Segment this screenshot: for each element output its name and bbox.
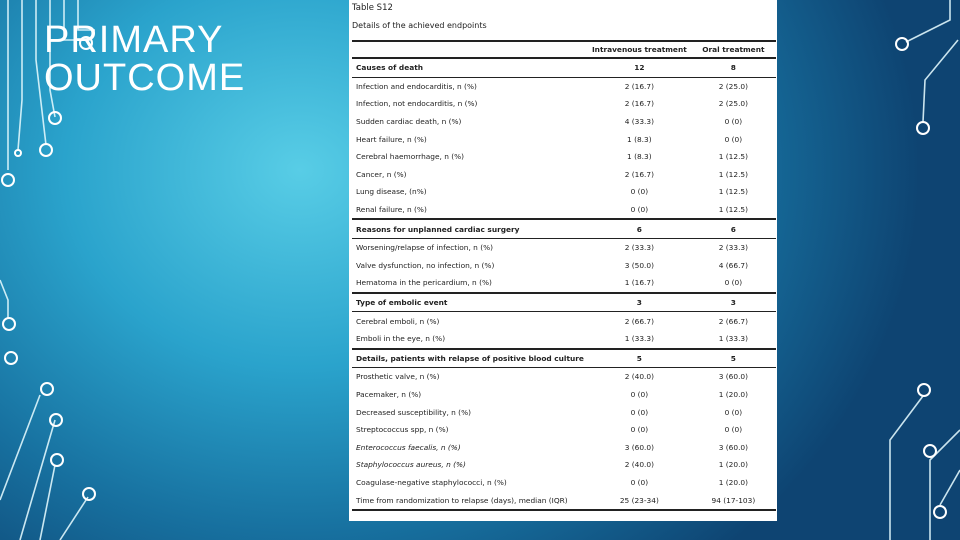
row-oral-value: 4 (66.7) <box>718 260 749 270</box>
row-oral-value: 1 (12.5) <box>718 205 749 215</box>
header-empty <box>352 41 588 58</box>
row-intravenous-value: 25 (23-34) <box>588 491 691 510</box>
row-oral-value: 2 (33.3) <box>718 243 749 253</box>
row-oral-value: 94 (17-103) <box>691 491 776 510</box>
table-section-row <box>352 219 776 238</box>
row-intravenous-value: 6 <box>588 219 691 238</box>
row-oral-value: 1 (12.5) <box>718 169 749 179</box>
row-oral-value: 8 <box>691 58 776 77</box>
table-section-row <box>352 293 776 312</box>
row-intravenous-value: 0 (0) <box>630 407 649 417</box>
table-row <box>352 113 776 131</box>
row-label: Infection and endocarditis, n (%) <box>356 81 477 91</box>
row-oral-value: 0 (0) <box>724 278 743 288</box>
table-row <box>352 368 776 386</box>
table-row <box>352 421 776 439</box>
table-row <box>352 77 776 95</box>
row-intravenous-value: 12 <box>588 58 691 77</box>
slide-title-line-1: PRIMARY <box>44 19 224 61</box>
table-row <box>352 238 776 256</box>
row-label: Pacemaker, n (%) <box>356 389 422 399</box>
row-label: Prosthetic valve, n (%) <box>356 372 440 382</box>
row-oral-value: 6 <box>691 219 776 238</box>
row-intravenous-value: 0 (0) <box>630 425 649 435</box>
table-row <box>352 330 776 349</box>
row-oral-value: 0 (0) <box>724 425 743 435</box>
table-row <box>352 95 776 113</box>
row-label: Heart failure, n (%) <box>356 134 427 144</box>
header-oral: Oral treatment <box>691 41 776 58</box>
row-oral-value: 3 (60.0) <box>718 372 749 382</box>
row-label: Cerebral haemorrhage, n (%) <box>356 152 465 162</box>
row-label: Causes of death <box>352 58 588 77</box>
row-label: Streptococcus spp, n (%) <box>356 425 449 435</box>
table-row <box>352 403 776 421</box>
table-body <box>352 58 776 510</box>
row-oral-value: 1 (12.5) <box>718 152 749 162</box>
row-label: Infection, not endocarditis, n (%) <box>356 99 478 109</box>
row-intravenous-value: 1 (33.3) <box>624 334 654 344</box>
table-row <box>352 491 776 510</box>
row-label: Renal failure, n (%) <box>356 205 427 215</box>
table-row <box>352 183 776 201</box>
row-oral-value: 1 (33.3) <box>718 334 749 344</box>
row-label: Time from randomization to relapse (days), median (IQR) <box>352 491 588 510</box>
row-oral-value: 1 (20.0) <box>718 460 749 470</box>
row-oral-value: 2 (25.0) <box>718 81 749 91</box>
slide-title-line-2: OUTCOME <box>44 57 246 99</box>
row-intravenous-value: 5 <box>588 349 691 368</box>
row-intravenous-value: 2 (66.7) <box>624 316 654 326</box>
row-oral-value: 0 (0) <box>724 407 743 417</box>
table-header-row <box>352 41 776 58</box>
row-label: Hematoma in the pericardium, n (%) <box>356 278 492 288</box>
table-section-row <box>352 58 776 77</box>
row-intravenous-value: 2 (40.0) <box>624 460 654 470</box>
row-oral-value: 1 (20.0) <box>718 389 749 399</box>
row-label: Cerebral emboli, n (%) <box>356 316 440 326</box>
row-intravenous-value: 3 (60.0) <box>624 442 654 452</box>
row-intravenous-value: 3 (50.0) <box>624 260 654 270</box>
table-row <box>352 456 776 474</box>
table-image <box>349 0 777 521</box>
table-row <box>352 474 776 492</box>
row-intravenous-value: 1 (16.7) <box>624 278 654 288</box>
row-intravenous-value: 0 (0) <box>630 187 649 197</box>
row-intravenous-value: 2 (16.7) <box>624 99 654 109</box>
row-label: Coagulase-negative staphylococci, n (%) <box>356 477 507 487</box>
table-row <box>352 312 776 330</box>
row-label: Details, patients with relapse of positive blood culture <box>352 349 588 368</box>
row-label: Lung disease, (n%) <box>356 187 427 197</box>
row-intravenous-value: 4 (33.3) <box>624 117 654 127</box>
table-caption: Table S12 <box>352 3 393 13</box>
table-row <box>352 438 776 456</box>
endpoints-table <box>352 40 776 511</box>
row-oral-value: 0 (0) <box>724 134 743 144</box>
row-label: Emboli in the eye, n (%) <box>356 334 446 344</box>
table-row <box>352 148 776 166</box>
table-section-row <box>352 349 776 368</box>
row-label: Cancer, n (%) <box>356 169 407 179</box>
row-oral-value: 1 (20.0) <box>718 477 749 487</box>
table-row <box>352 130 776 148</box>
row-label: Type of embolic event <box>352 293 588 312</box>
table-row <box>352 257 776 275</box>
row-label: Sudden cardiac death, n (%) <box>356 117 462 127</box>
row-label: Reasons for unplanned cardiac surgery <box>352 219 588 238</box>
row-intravenous-value: 2 (40.0) <box>624 372 654 382</box>
row-intravenous-value: 0 (0) <box>630 205 649 215</box>
row-intravenous-value: 1 (8.3) <box>627 152 652 162</box>
row-intravenous-value: 0 (0) <box>630 389 649 399</box>
row-oral-value: 2 (66.7) <box>718 316 749 326</box>
row-intravenous-value: 2 (33.3) <box>624 243 654 253</box>
table-row <box>352 386 776 404</box>
row-oral-value: 3 <box>691 293 776 312</box>
table-subtitle: Details of the achieved endpoints <box>352 21 487 30</box>
row-oral-value: 3 (60.0) <box>718 442 749 452</box>
row-label: Enterococcus faecalis, n (%) <box>356 442 461 452</box>
row-intravenous-value: 0 (0) <box>630 477 649 487</box>
table-row <box>352 166 776 184</box>
row-intravenous-value: 1 (8.3) <box>627 134 652 144</box>
row-label: Decreased susceptibility, n (%) <box>356 407 471 417</box>
row-intravenous-value: 2 (16.7) <box>624 81 654 91</box>
row-intravenous-value: 3 <box>588 293 691 312</box>
row-label: Valve dysfunction, no infection, n (%) <box>356 260 495 270</box>
table-row <box>352 201 776 220</box>
row-label: Worsening/relapse of infection, n (%) <box>356 243 493 253</box>
row-oral-value: 1 (12.5) <box>718 187 749 197</box>
header-intravenous: Intravenous treatment <box>588 41 691 58</box>
row-oral-value: 2 (25.0) <box>718 99 749 109</box>
row-intravenous-value: 2 (16.7) <box>624 169 654 179</box>
row-oral-value: 0 (0) <box>724 117 743 127</box>
table-row <box>352 274 776 293</box>
row-label: Staphylococcus aureus, n (%) <box>356 460 466 470</box>
row-oral-value: 5 <box>691 349 776 368</box>
